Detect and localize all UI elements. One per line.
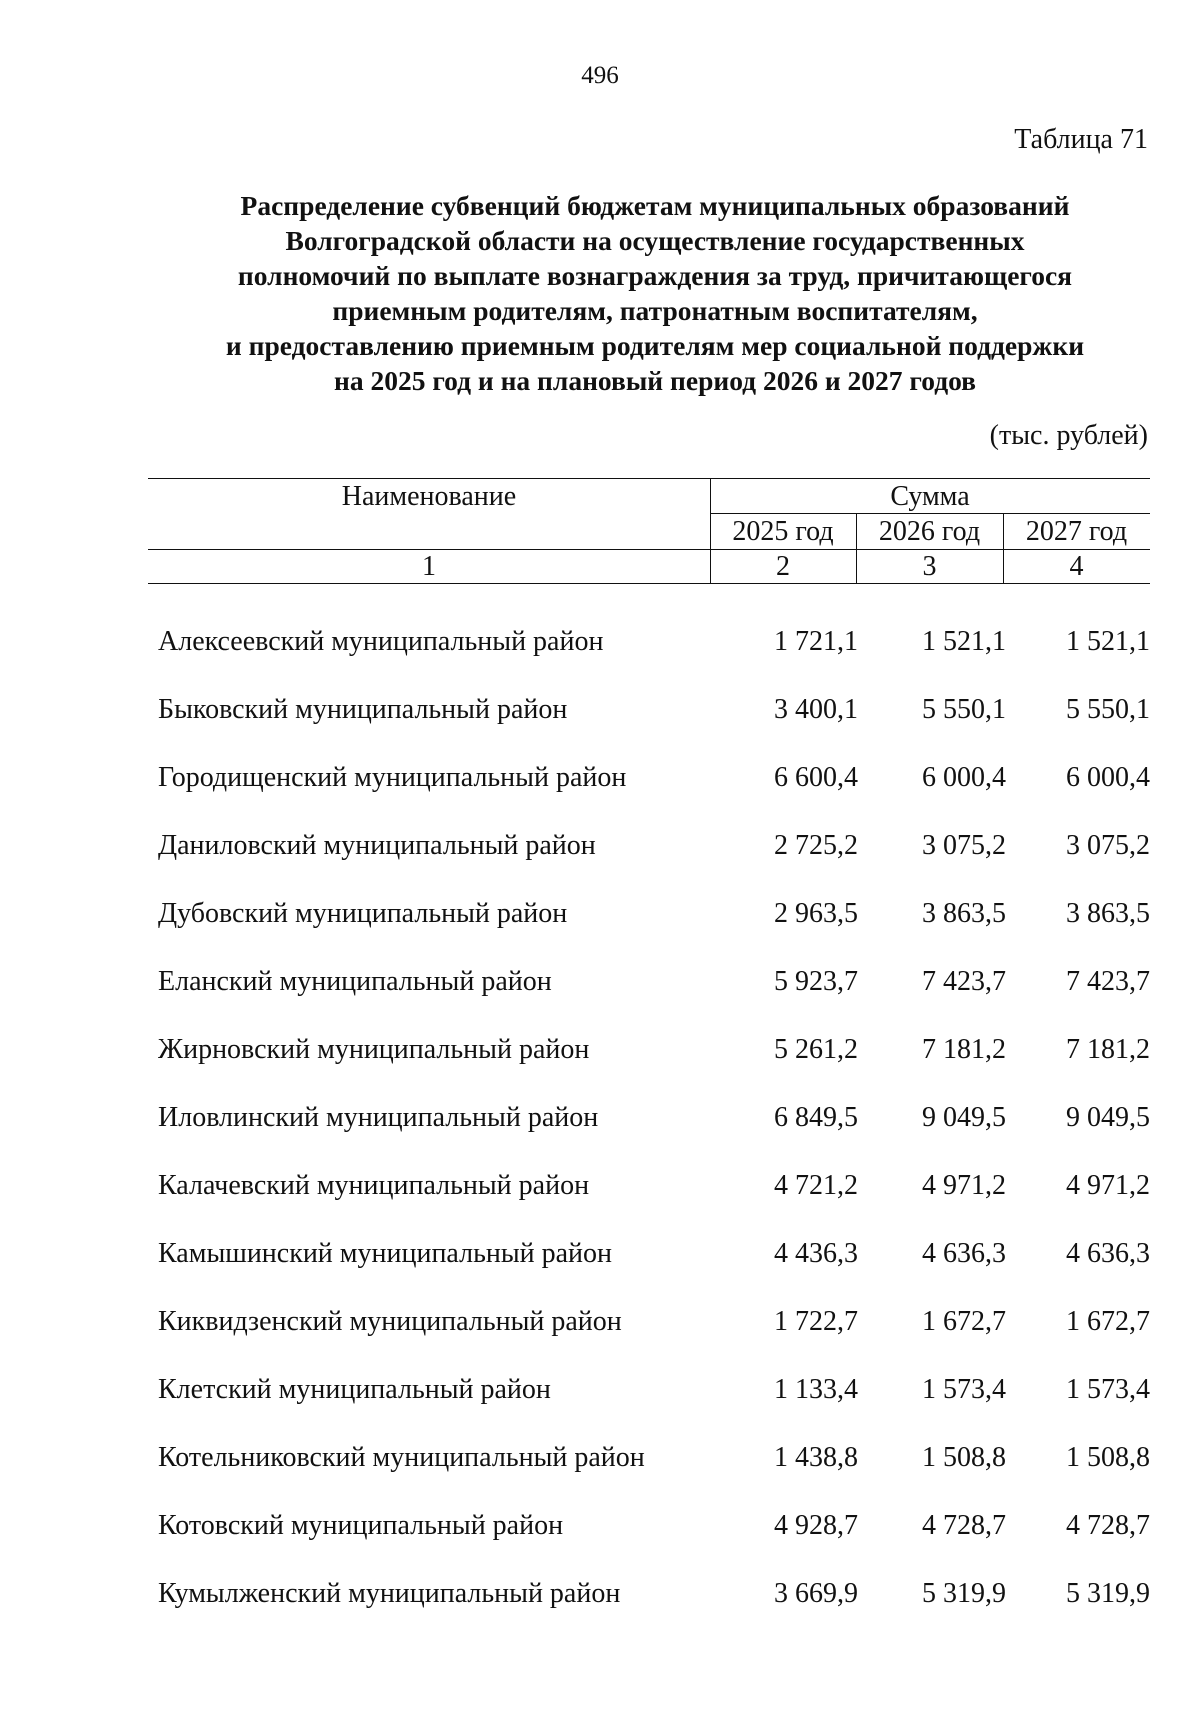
row-value-2027: 3 075,2 [1066,830,1150,861]
row-value-2025: 4 436,3 [774,1238,858,1269]
row-value-2025: 5 261,2 [774,1034,858,1065]
header-year-2027: 2027 год [1025,516,1128,547]
row-value-2027: 5 550,1 [1066,694,1150,725]
row-value-2026: 1 521,1 [922,626,1006,657]
row-value-2027: 1 672,7 [1066,1306,1150,1337]
row-name: Иловлинский муниципальный район [158,1102,599,1133]
row-value-2026: 1 573,4 [922,1374,1006,1405]
row-value-2026: 3 863,5 [922,898,1006,929]
table-row [148,1016,1150,1084]
row-value-2026: 5 550,1 [922,694,1006,725]
units-label: (тыс. рублей) [989,420,1148,451]
row-value-2025: 1 438,8 [774,1442,858,1473]
row-value-2026: 7 181,2 [922,1034,1006,1065]
table-row [148,1492,1150,1560]
header-year-2026: 2026 год [878,516,981,547]
row-name: Еланский муниципальный район [158,966,552,997]
row-value-2026: 1 672,7 [922,1306,1006,1337]
table-row [148,744,1150,812]
table-row [148,1084,1150,1152]
title-line: полномочий по выплате вознаграждения за труд, причитающегося [237,260,1073,291]
table-row [148,676,1150,744]
row-value-2027: 3 863,5 [1066,898,1150,929]
row-value-2027: 5 319,9 [1066,1578,1150,1609]
header-col-number: 2 [776,551,790,582]
row-name: Клетский муниципальный район [158,1374,551,1405]
header-col-number: 4 [1069,551,1084,582]
title-line: Распределение субвенций бюджетам муниципальных образований [240,190,1070,221]
table-row [148,1560,1150,1628]
table-row [148,608,1150,676]
row-value-2027: 6 000,4 [1066,762,1150,793]
row-value-2025: 1 721,1 [774,626,858,657]
row-name: Калачевский муниципальный район [158,1170,590,1201]
row-value-2026: 4 728,7 [922,1510,1006,1541]
header-top-rule [148,478,1150,479]
title-line: и предоставлению приемным родителям мер социальной поддержки [225,330,1085,361]
row-name: Быковский муниципальный район [158,694,568,725]
row-value-2025: 5 923,7 [774,966,858,997]
header-col-number: 3 [922,551,937,582]
row-value-2027: 7 423,7 [1066,966,1150,997]
row-value-2025: 6 849,5 [774,1102,858,1133]
table-row [148,948,1150,1016]
row-name: Городищенский муниципальный район [158,762,627,793]
page-number: 496 [581,62,619,89]
row-value-2025: 6 600,4 [774,762,858,793]
row-value-2026: 4 636,3 [922,1238,1006,1269]
row-value-2027: 4 636,3 [1066,1238,1150,1269]
row-value-2025: 2 725,2 [774,830,858,861]
row-value-2027: 9 049,5 [1066,1102,1150,1133]
row-value-2025: 4 928,7 [774,1510,858,1541]
header-name: Наименование [341,481,517,512]
header-mid-rule [148,549,1150,550]
table-row [148,1288,1150,1356]
table-row [148,1152,1150,1220]
row-value-2026: 1 508,8 [922,1442,1006,1473]
row-name: Камышинский муниципальный район [158,1238,613,1269]
row-value-2026: 6 000,4 [922,762,1006,793]
header-sum-rule [710,513,1150,514]
table-row [148,812,1150,880]
title-line: Волгоградской области на осуществление государственных [285,225,1025,256]
row-value-2027: 7 181,2 [1066,1034,1150,1065]
title-line: приемным родителям, патронатным воспитателям, [332,295,978,326]
row-value-2025: 1 133,4 [774,1374,858,1405]
table-row [148,880,1150,948]
row-name: Киквидзенский муниципальный район [158,1306,622,1337]
header-sum: Сумма [890,481,970,512]
header-col-number: 1 [422,551,436,582]
header-year-2025: 2025 год [732,516,834,547]
table-label: Таблица 71 [1014,124,1148,155]
row-name: Даниловский муниципальный район [158,830,596,861]
row-value-2025: 3 400,1 [774,694,858,725]
table-body [148,608,1150,1628]
row-value-2025: 3 669,9 [774,1578,858,1609]
row-name: Дубовский муниципальный район [158,898,568,929]
table-header [148,478,1150,584]
row-name: Алексеевский муниципальный район [158,626,604,657]
title-line: на 2025 год и на плановый период 2026 и 2027 годов [333,365,977,396]
row-name: Котельниковский муниципальный район [158,1442,645,1473]
row-name: Кумылженский муниципальный район [158,1578,621,1609]
table-row [148,1424,1150,1492]
row-name: Жирновский муниципальный район [158,1034,590,1065]
row-value-2027: 1 508,8 [1066,1442,1150,1473]
table-title [130,188,1180,398]
row-value-2026: 7 423,7 [922,966,1006,997]
table-row [148,1220,1150,1288]
row-value-2025: 4 721,2 [774,1170,858,1201]
row-value-2026: 9 049,5 [922,1102,1006,1133]
row-value-2027: 4 971,2 [1066,1170,1150,1201]
row-value-2027: 4 728,7 [1066,1510,1150,1541]
row-value-2026: 5 319,9 [922,1578,1006,1609]
row-value-2025: 2 963,5 [774,898,858,929]
row-value-2027: 1 573,4 [1066,1374,1150,1405]
header-bottom-rule [148,583,1150,584]
row-value-2026: 4 971,2 [922,1170,1006,1201]
table-row [148,1356,1150,1424]
row-value-2025: 1 722,7 [774,1306,858,1337]
row-value-2027: 1 521,1 [1066,626,1150,657]
row-name: Котовский муниципальный район [158,1510,564,1541]
row-value-2026: 3 075,2 [922,830,1006,861]
